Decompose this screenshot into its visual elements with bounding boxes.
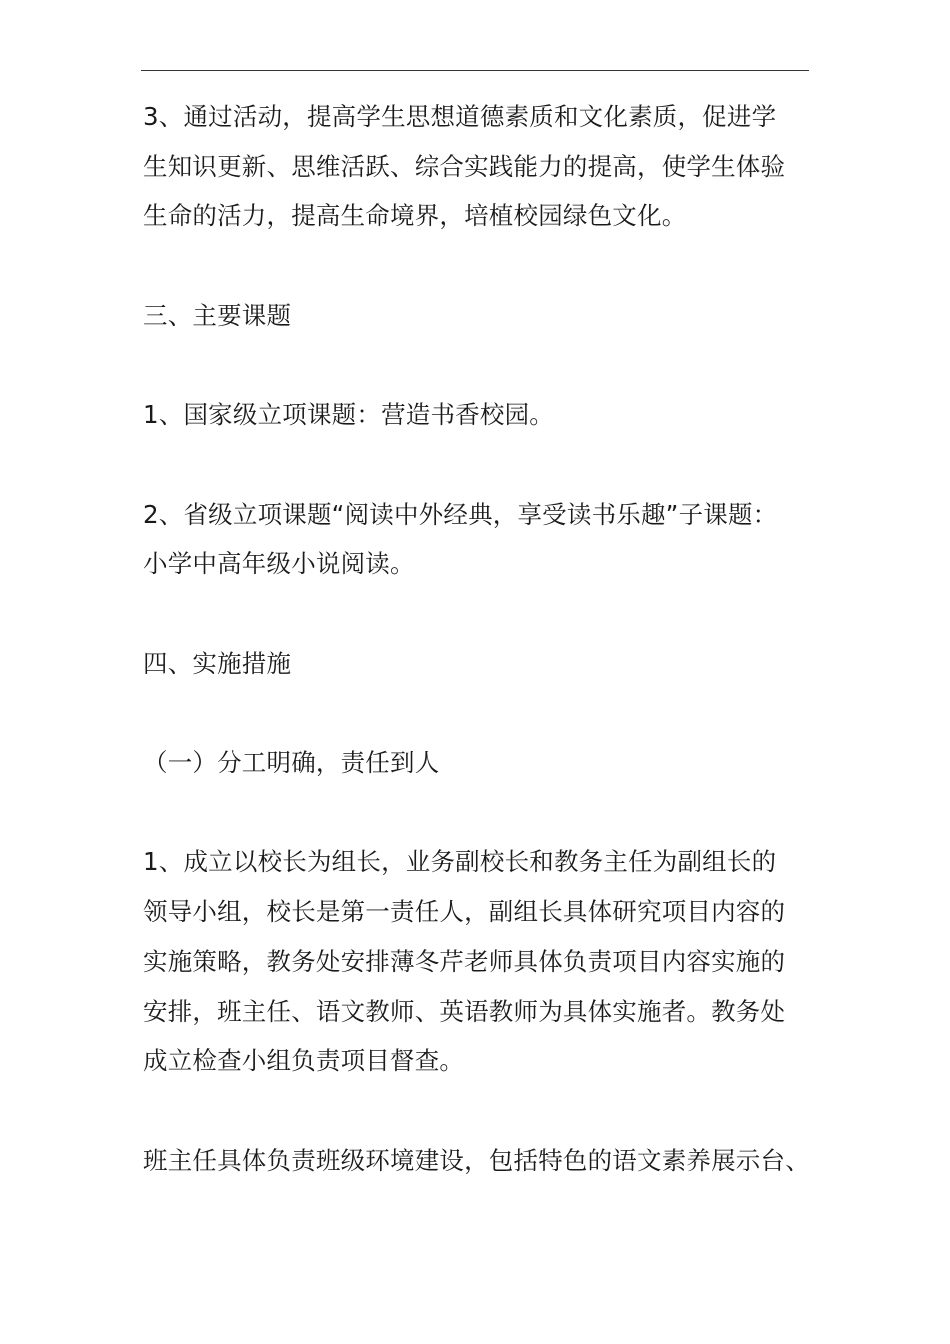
paragraph-topic-2 <box>143 490 833 589</box>
text-line: 四、实施措施 <box>143 648 292 678</box>
section-heading-main-topics <box>143 291 833 341</box>
text-line: 实施策略，教务处安排薄冬芹老师具体负责项目内容实施的 <box>143 946 786 976</box>
text-line: 2、省级立项课题“阅读中外经典，享受读书乐趣”子课题： <box>143 499 778 529</box>
text-line: 班主任具体负责班级环境建设，包括特色的语文素养展示台、 <box>143 1145 810 1175</box>
paragraph-measure-1 <box>143 837 833 1086</box>
text-line: 安排，班主任、语文教师、英语教师为具体实施者。教务处 <box>143 996 786 1026</box>
text-line: 生命的活力，提高生命境界，培植校园绿色文化。 <box>143 201 687 231</box>
subsection-heading-responsibility <box>143 738 833 788</box>
text-line: 3、通过活动，提高学生思想道德素质和文化素质，促进学 <box>143 102 777 131</box>
paragraph-goal-3 <box>143 92 833 241</box>
text-line: （一）分工明确，责任到人 <box>143 748 440 778</box>
text-line: 生知识更新、思维活跃、综合实践能力的提高，使学生体验 <box>143 151 786 181</box>
paragraph-measure-2 <box>143 1136 833 1186</box>
text-line: 三、主要课题 <box>143 300 292 330</box>
text-line: 领导小组，校长是第一责任人，副组长具体研究项目内容的 <box>143 897 786 927</box>
text-line: 1、国家级立项课题：营造书香校园。 <box>143 400 554 430</box>
paragraph-topic-1 <box>143 390 833 440</box>
text-line: 成立检查小组负责项目督查。 <box>143 1046 465 1076</box>
header-rule <box>141 70 809 71</box>
text-line: 小学中高年级小说阅读。 <box>143 549 415 579</box>
section-heading-measures <box>143 639 833 689</box>
text-line: 1、成立以校长为组长，业务副校长和教务主任为副组长的 <box>143 847 777 877</box>
document-body <box>143 92 833 1235</box>
